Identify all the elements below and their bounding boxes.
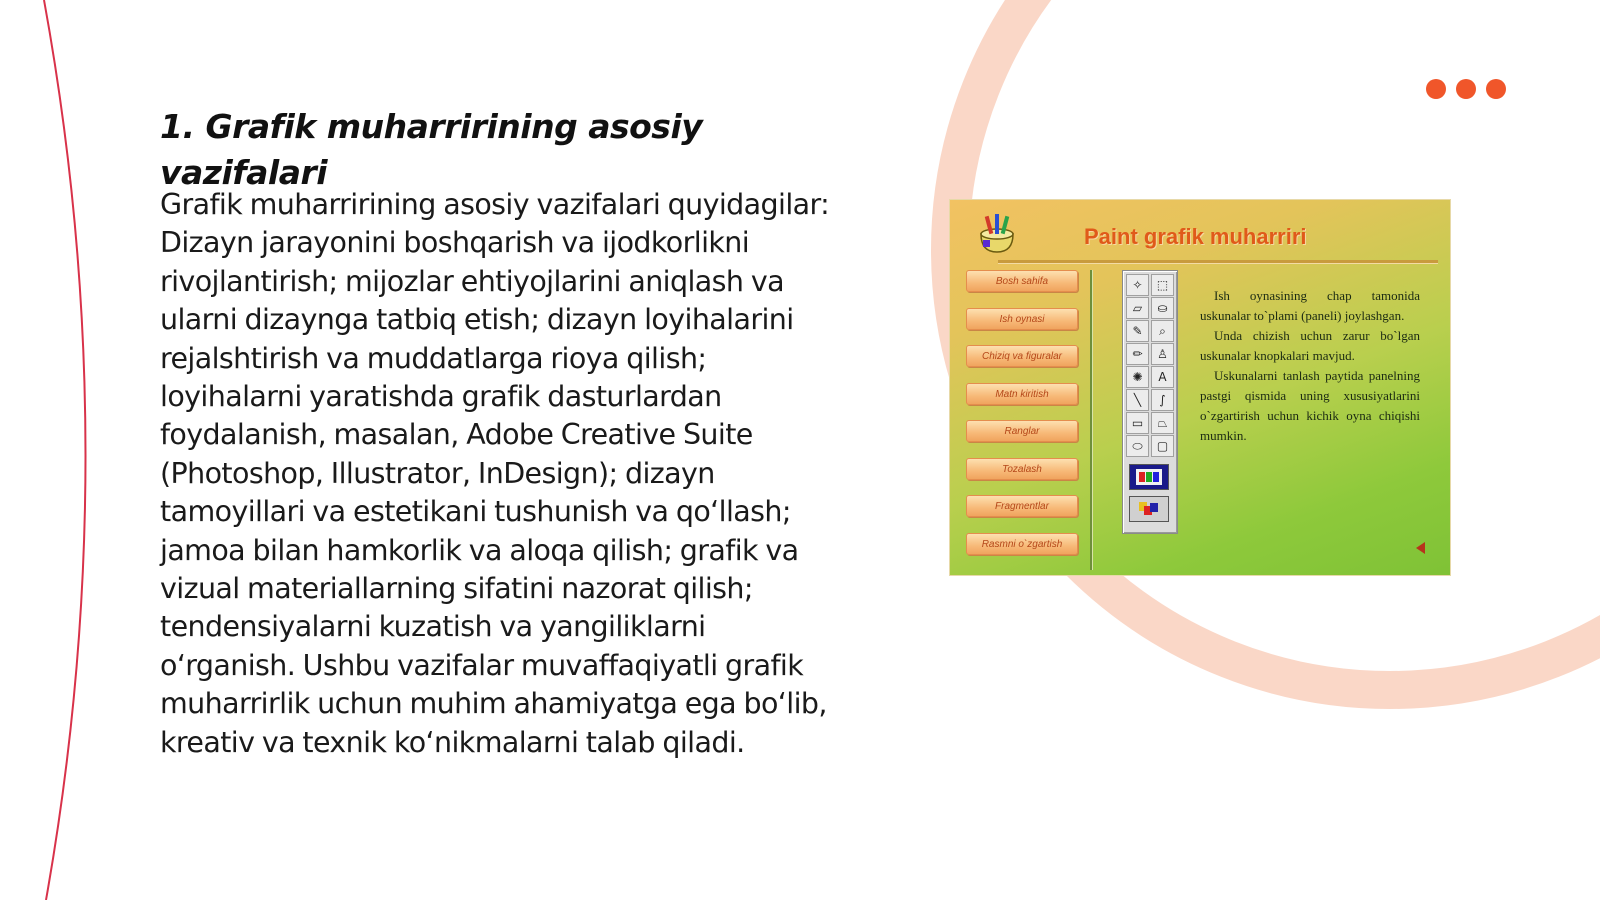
polygon-tool-icon-glyph: ⏢: [1157, 416, 1168, 430]
rectangle-tool-icon[interactable]: [1126, 412, 1149, 434]
line-tool-icon[interactable]: [1126, 389, 1149, 411]
menu-button-rasmni-ozgartish[interactable]: Rasmni o`zgartish: [966, 533, 1078, 555]
menu-button-bosh-sahifa[interactable]: Bosh sahifa: [966, 270, 1078, 292]
free-select-icon-glyph: ✧: [1132, 278, 1143, 292]
color-swatch-secondary-icon[interactable]: [1129, 496, 1169, 522]
dot-3: [1486, 79, 1506, 99]
paint-editor-screenshot: [950, 200, 1450, 575]
slide-body-text: Grafik muharririning asosiy vazifalari quyidagilar: Dizayn jarayonini boshqarish va ijodkorlikni rivojlantirish; mijozlar ehtiyojlarini aniqlash va ularni dizaynga tatbiq etish; dizayn loyihalarini rejalshtirish va muddatlarga rioya qilish; loyihalarni yaratishda grafik dasturlardan foydalanish, masalan, Adobe Creative Suite (Photoshop, Illustrator, InDesign); dizayn tamoyillari va estetikani tushunish va qo‘llash; jamoa bilan hamkorlik va aloqa qilish; grafik va vizual materiallarning sifatini nazorat qilish; tendensiyalarni kuzatish va yangiliklarni o‘rganish. Ushbu vazifalar muvaffaqiyatli grafik muharrirlik uchun muhim ahamiyatga ega bo‘lib, kreativ va texnik ko‘nikmalarni talab qiladi.: [160, 188, 830, 759]
ellipse-tool-icon[interactable]: [1126, 435, 1149, 457]
eyedropper-icon-glyph: ✎: [1132, 324, 1143, 338]
paint-toolbox: [1122, 270, 1178, 534]
pencil-icon[interactable]: [1126, 343, 1149, 365]
vertical-divider: [1090, 270, 1093, 570]
menu-button-ish-oynasi[interactable]: Ish oynasi: [966, 308, 1078, 330]
dot-1: [1426, 79, 1446, 99]
eraser-icon[interactable]: [1126, 297, 1149, 319]
brush-icon-glyph: ♙: [1157, 347, 1168, 361]
description-paragraph: Ish oynasining chap tamonida uskunalar to`plami (paneli) joylashgan.: [1200, 288, 1420, 323]
paint-description: [1200, 286, 1420, 446]
line-tool-icon-glyph: ╲: [1133, 393, 1142, 407]
menu-button-fragmentlar[interactable]: Fragmentlar: [966, 495, 1078, 517]
back-arrow-icon[interactable]: [1416, 542, 1425, 554]
description-paragraph: Unda chizish uchun zarur bo`lgan uskunalar knopkalari mavjud.: [1200, 328, 1420, 363]
title-divider: [998, 260, 1438, 264]
brush-icon[interactable]: [1151, 343, 1174, 365]
rectangle-tool-icon-glyph: ▭: [1131, 416, 1144, 430]
menu-button-chiziq-va-figuralar[interactable]: Chiziq va figuralar: [966, 345, 1078, 367]
rounded-rect-tool-icon[interactable]: [1151, 435, 1174, 457]
paint-title: Paint grafik muharriri: [1084, 224, 1307, 249]
curve-tool-icon-glyph: ∫: [1159, 393, 1166, 407]
free-select-icon[interactable]: [1126, 274, 1149, 296]
airbrush-icon-glyph: ✺: [1132, 370, 1143, 384]
paint-menu: [966, 270, 1082, 570]
paint-palette-logo-icon: [975, 212, 1019, 256]
eyedropper-icon[interactable]: [1126, 320, 1149, 342]
fill-bucket-icon[interactable]: [1151, 297, 1174, 319]
dot-2: [1456, 79, 1476, 99]
left-curve-line: [44, 0, 86, 900]
menu-button-tozalash[interactable]: Tozalash: [966, 458, 1078, 480]
rounded-rect-tool-icon-glyph: ▢: [1156, 439, 1169, 453]
curve-tool-icon[interactable]: [1151, 389, 1174, 411]
ellipse-tool-icon-glyph: ⬭: [1132, 439, 1143, 453]
decorative-dots: [1426, 79, 1506, 99]
polygon-tool-icon[interactable]: [1151, 412, 1174, 434]
eraser-icon-glyph: ▱: [1132, 301, 1143, 315]
rect-select-icon[interactable]: [1151, 274, 1174, 296]
pencil-icon-glyph: ✏: [1132, 347, 1143, 361]
menu-button-ranglar[interactable]: Ranglar: [966, 420, 1078, 442]
fill-bucket-icon-glyph: ⛀: [1157, 301, 1168, 315]
magnifier-icon-glyph: ⌕: [1159, 324, 1166, 338]
magnifier-icon[interactable]: [1151, 320, 1174, 342]
text-tool-icon-glyph: A: [1158, 370, 1167, 384]
description-paragraph: Uskunalarni tanlash paytida panelning pastgi qismida uning xususiyatlarini o`zgartirish uchun kichik oyna chiqishi mumkin.: [1200, 368, 1420, 443]
slide-title: 1. Grafik muharririning asosiy vazifalari: [160, 107, 703, 192]
airbrush-icon[interactable]: [1126, 366, 1149, 388]
rect-select-icon-glyph: ⬚: [1156, 278, 1169, 292]
text-tool-icon[interactable]: [1151, 366, 1174, 388]
menu-button-matn-kiritish[interactable]: Matn kiritish: [966, 383, 1078, 405]
tool-grid: [1126, 274, 1174, 457]
color-swatch-primary-icon[interactable]: [1129, 464, 1169, 490]
